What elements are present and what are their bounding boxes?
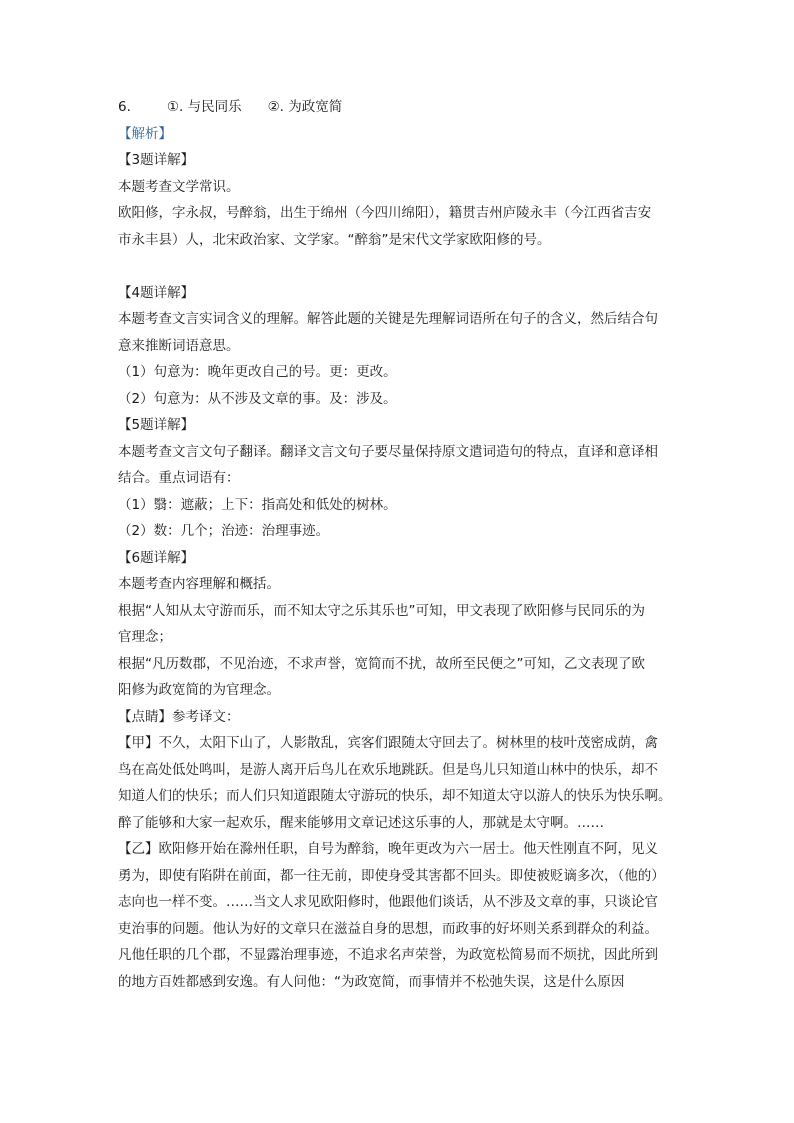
blank-spacer bbox=[118, 253, 686, 280]
q6-detail-line: 根据“凡历数郡，不见治迹，不求声誉，宽简而不扰，故所至民便之”可知，乙文表现了欧 bbox=[118, 655, 645, 672]
answer-1: ①. 与民同乐 bbox=[166, 99, 242, 115]
translation-yi-line: 志向也一样不变。……当文人求见欧阳修时，他跟他们谈话，从不涉及文章的事，只谈论官 bbox=[118, 894, 658, 910]
q4-line: （2）句意为：从不涉及文章的事。及：涉及。 bbox=[118, 390, 397, 407]
translation-jia-line: 鸟在高处低处鸣叫，是游人离开后鸟儿在欢乐地跳跃。但是鸟儿只知道山林中的快乐，却不 bbox=[118, 761, 658, 778]
q6-detail-header: 【6题详解】 bbox=[118, 549, 195, 566]
q5-line: 结合。重点词语有： bbox=[118, 470, 240, 486]
q6-answer-line bbox=[118, 94, 686, 121]
translation-jia-line: 知道人们的快乐；而人们只知道跟随太守游玩的快乐，却不知道太守以游人的快乐为快乐啊。 bbox=[118, 788, 672, 804]
q5-line: 本题考查文言文句子翻译。翻译文言文句子要尽量保持原文遣词造句的特点，直译和意译相 bbox=[118, 443, 658, 460]
q3-line: 本题考查文学常识。 bbox=[118, 178, 240, 195]
q4-line: 本题考查文言实词含义的理解。解答此题的关键是先理解词语所在句子的含义，然后结合句 bbox=[118, 311, 658, 327]
translation-jia-line: 【甲】不久，太阳下山了，人影散乱，宾客们跟随太守回去了。树林里的枝叶茂密成荫，禽 bbox=[118, 735, 658, 751]
translation-yi-line: 勇为，即使有陷阱在前面，都一往无前，即使身受其害都不回头。即使被贬谪多次，（他的） bbox=[118, 867, 665, 884]
tips-header: 【点睛】参考译文： bbox=[118, 708, 240, 725]
answer-2: ②. 为政宽简 bbox=[267, 99, 343, 115]
q4-header: 【4题详解】 bbox=[118, 284, 195, 301]
analysis-label: 【解析】 bbox=[118, 125, 172, 142]
translation-jia-line: 醉了能够和大家一起欢乐，醒来能够用文章记述这乐事的人，那就是太守啊。…… bbox=[118, 814, 604, 831]
q3-header: 【3题详解】 bbox=[118, 152, 195, 168]
translation-yi-line: 的地方百姓都感到安逸。有人问他：“为政宽简，而事情并不松弛失误，这是什么原因 bbox=[118, 973, 625, 990]
translation-yi-line: 凡他任职的几个郡，不显露治理事迹，不追求名声荣誉，为政宽松简易而不烦扰，因此所到 bbox=[118, 947, 658, 963]
q6-detail-line: 根据“人知从太守游而乐，而不知太守之乐其乐也”可知，甲文表现了欧阳修与民同乐的为 bbox=[118, 602, 645, 619]
q3-line: 欧阳修，字永叔，号醉翁，出生于绵州（今四川绵阳），籍贯吉州庐陵永丰（今江西省吉安 bbox=[118, 205, 652, 221]
q4-line: （1）句意为：晚年更改自己的号。更：更改。 bbox=[118, 364, 397, 380]
document-page bbox=[118, 94, 686, 995]
q5-line: （1）翳：遮蔽；上下：指高处和低处的树林。 bbox=[118, 496, 397, 513]
q3-line: 市永丰县）人，北宋政治家、文学家。“醉翁”是宋代文学家欧阳修的号。 bbox=[118, 231, 551, 248]
q5-line: （2）数：几个；治迹：治理事迹。 bbox=[118, 523, 330, 539]
translation-yi-line: 吏治事的问题。他认为好的文章只在滋益自身的思想，而政事的好坏则关系到群众的利益。 bbox=[118, 920, 658, 937]
q6-detail-line: 官理念； bbox=[118, 629, 172, 645]
q4-line: 意来推断词语意思。 bbox=[118, 337, 240, 354]
q6-detail-line: 阳修为政宽简的为官理念。 bbox=[118, 682, 280, 698]
translation-yi-line: 【乙】欧阳修开始在滁州任职，自号为醉翁，晚年更改为六一居士。他天性刚直不阿，见义 bbox=[118, 841, 658, 857]
q5-header: 【5题详解】 bbox=[118, 417, 195, 433]
q6-detail-line: 本题考查内容理解和概括。 bbox=[118, 576, 280, 592]
question-number: 6. bbox=[118, 99, 131, 115]
